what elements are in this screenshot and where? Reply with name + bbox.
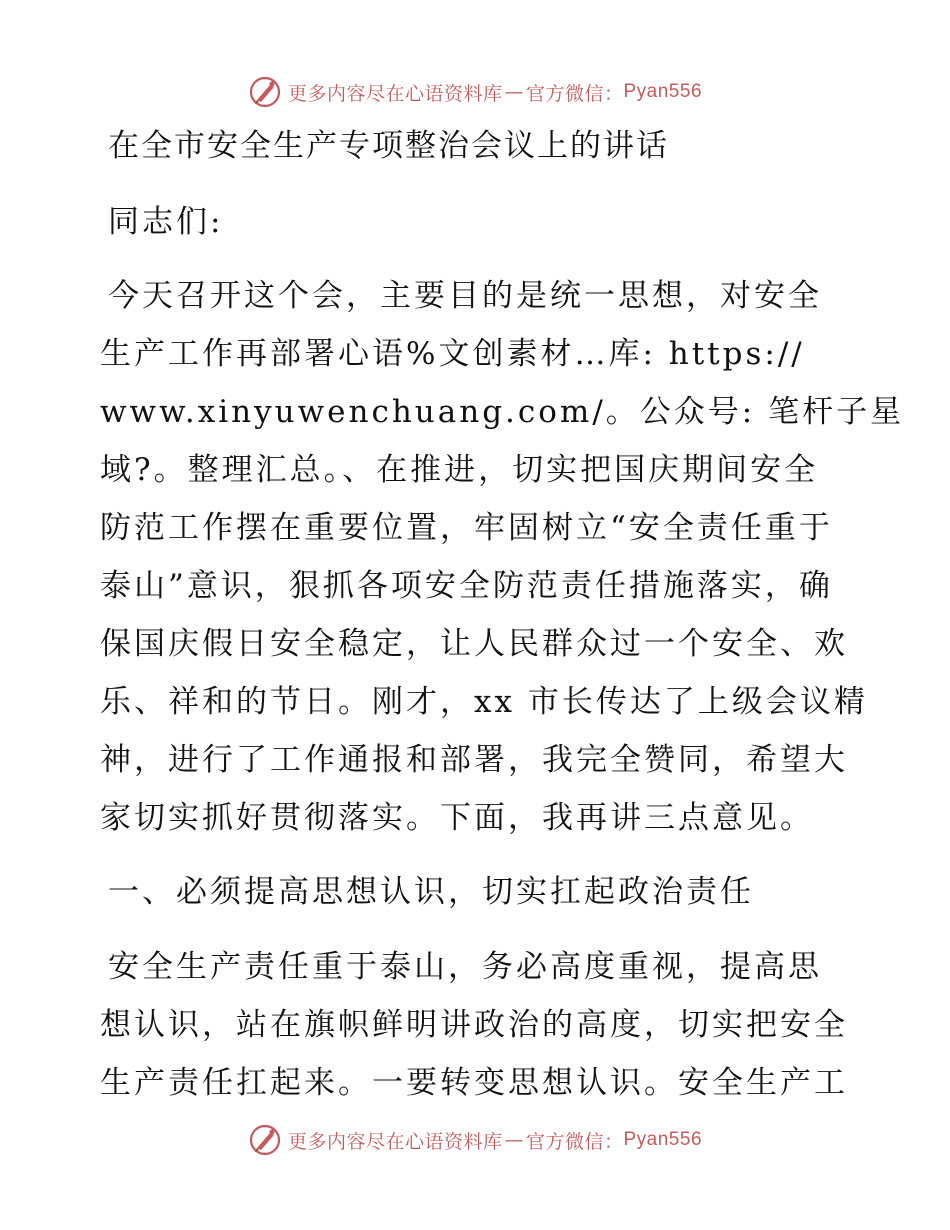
paragraph-line: 乐、祥和的节日。刚才，xx 市长传达了上级会议精 [100, 684, 868, 720]
salutation: 同志们: [108, 204, 224, 240]
paragraph-line: 保国庆假日安全稳定，让人民群众过一个安全、欢 [100, 626, 848, 662]
paragraph-line: 生产责任扛起来。一要转变思想认识。安全生产工 [100, 1065, 848, 1101]
paragraph-line: 生产工作再部署心语%文创素材…库: https:// [100, 336, 805, 372]
paragraph-line: 神，进行了工作通报和部署，我完全赞同，希望大 [100, 742, 848, 778]
watermark-separator: — [504, 81, 524, 103]
paragraph-line: 安全生产责任重于泰山，务必高度重视，提高思 [108, 949, 822, 985]
quill-pen-logo-icon [248, 1123, 282, 1157]
paragraph-line: 域?。整理汇总。、在推进，切实把国庆期间安全 [100, 452, 819, 488]
section-heading-1: 一、必须提高思想认识，切实扛起政治责任 [108, 874, 754, 910]
paragraph-line: 防范工作摆在重要位置，牢固树立“安全责任重于 [100, 510, 833, 546]
header-watermark [0, 72, 950, 112]
paragraph-line: 家切实抓好贯彻落实。下面，我再讲三点意见。 [100, 800, 814, 836]
watermark-wechat-id: Pyan556 [623, 1129, 703, 1150]
watermark-separator: — [504, 1129, 524, 1151]
paragraph-line: 想认识，站在旗帜鲜明讲政治的高度，切实把安全 [100, 1007, 848, 1043]
paragraph-line: www.xinyuwenchuang.com/。公众号: 笔杆子星 [100, 394, 905, 430]
watermark-brand-text: 更多内容尽在心语资料库 [287, 1130, 503, 1153]
paragraph-line: 今天召开这个会，主要目的是统一思想，对安全 [108, 278, 822, 314]
document-title: 在全市安全生产专项整治会议上的讲话 [108, 128, 669, 164]
watermark-brand-text: 更多内容尽在心语资料库 [287, 82, 503, 105]
footer-watermark [0, 1120, 950, 1160]
paragraph-line: 泰山”意识，狠抓各项安全防范责任措施落实，确 [100, 568, 833, 604]
watermark-wechat-id: Pyan556 [623, 81, 703, 102]
watermark-wechat-label: 官方微信： [525, 1130, 624, 1153]
quill-pen-logo-icon [248, 75, 282, 109]
watermark-wechat-label: 官方微信： [525, 82, 624, 105]
